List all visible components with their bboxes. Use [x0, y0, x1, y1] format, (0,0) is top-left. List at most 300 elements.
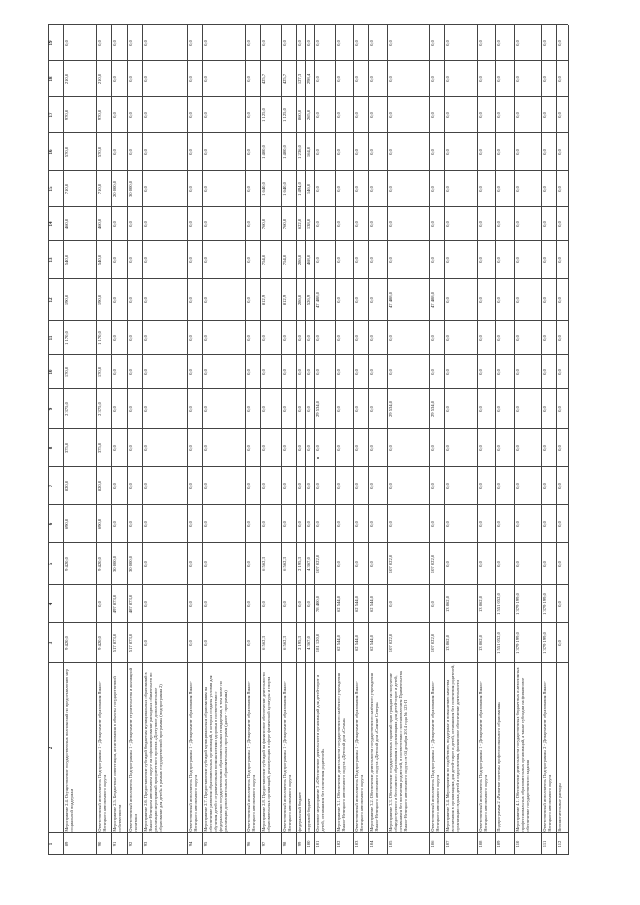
- table-cell: 1 379 199,0: [541, 632, 547, 654]
- table-cell: 0,0: [260, 445, 266, 451]
- table-cell: 0,0: [445, 297, 451, 303]
- table-cell: 0,0: [142, 297, 148, 303]
- table-cell: 0,0: [387, 335, 393, 341]
- table-cell: 690,0: [97, 518, 103, 530]
- column-header: 4: [49, 602, 54, 606]
- table-cell: 0,0: [556, 76, 562, 82]
- table-cell: 0,0: [142, 406, 148, 412]
- row-description: Ответственный исполнитель Подпрограммы 1 - Департамент образования Ямало-Ненецкого автономного округа: [429, 681, 440, 832]
- table-cell: 0,0: [142, 601, 148, 607]
- table-cell: 0,0: [429, 369, 435, 375]
- table-cell: 107 022,0: [315, 554, 321, 574]
- table-cell: 0,0: [514, 521, 520, 527]
- table-cell: 62 544,0: [369, 595, 375, 613]
- row-number: 101: [315, 840, 321, 848]
- table-cell: 0,0: [514, 297, 520, 303]
- table-cell: 760,0: [281, 218, 287, 230]
- table-cell: 0,0: [478, 297, 484, 303]
- table-cell: 0,0: [315, 76, 321, 82]
- table-cell: 0,0: [429, 40, 435, 46]
- table-cell: 0,0: [188, 257, 194, 263]
- column-header: 12: [49, 297, 54, 303]
- table-cell: 0,0: [203, 257, 209, 263]
- table-cell: 0,0: [142, 369, 148, 375]
- row-number: 107: [445, 840, 451, 848]
- table-cell: 0,0: [478, 186, 484, 192]
- table-cell: 0,0: [245, 561, 251, 567]
- row-description: Ответственный исполнитель Подпрограммы 1 - Департамент образования Ямало-Ненецкого автономного округа: [97, 681, 108, 832]
- table-cell: 0,0: [112, 149, 118, 155]
- table-cell: 0,0: [188, 335, 194, 341]
- row-description: Ответственный исполнитель Подпрограммы 1 - Департамент образования Ямало-Ненецкого автономного округа: [281, 681, 292, 832]
- table-cell: 30 000,0: [127, 180, 133, 198]
- table-cell: 127,3: [296, 73, 302, 85]
- table-cell: 0,0: [203, 521, 209, 527]
- row-number: 104: [369, 840, 375, 848]
- table-cell: 0,0: [315, 221, 321, 227]
- row-description: Ответственный исполнитель Подпрограммы 2 - Департамент образования Ямало-Ненецкого автономного округа: [541, 681, 552, 832]
- table-cell: 0,0: [369, 561, 375, 567]
- table-cell: 812,9: [260, 294, 266, 306]
- table-cell: 0,0: [429, 335, 435, 341]
- row-number: 103: [354, 840, 360, 848]
- table-cell: 0,0: [188, 186, 194, 192]
- table-cell: 0,0: [188, 406, 194, 412]
- table-cell: 0,0: [496, 521, 502, 527]
- table-cell: 0,0: [203, 149, 209, 155]
- table-cell: 0,0: [142, 521, 148, 527]
- table-cell: 210,0: [97, 73, 103, 85]
- table-cell: 0,0: [514, 112, 520, 118]
- row-description: Мероприятие 2.8. Предоставление субсидий на финансовое обеспечение деятельности образовательных организаций, реализующих в сфере физической культуры и спорта: [260, 672, 271, 832]
- column-header: 13: [49, 257, 54, 263]
- table-cell: 0,0: [429, 483, 435, 489]
- table-cell: 0,0: [387, 186, 393, 192]
- table-cell: 107 022,0: [429, 633, 435, 653]
- table-cell: 1 551 052,0: [496, 632, 502, 654]
- table-cell: 0,0: [556, 369, 562, 375]
- table-cell: 0,0: [387, 601, 393, 607]
- table-cell: 0,0: [188, 297, 194, 303]
- table-cell: 0,0: [556, 221, 562, 227]
- table-cell: 62 544,0: [354, 595, 360, 613]
- table-cell: 0,0: [336, 369, 342, 375]
- table-cell: 0,0: [429, 221, 435, 227]
- table-cell: 0,0: [429, 76, 435, 82]
- table-cell: 0,0: [496, 445, 502, 451]
- table-cell: 0,0: [496, 149, 502, 155]
- table-cell: 0,0: [429, 186, 435, 192]
- table-cell: 0,0: [203, 76, 209, 82]
- table-cell: 30 000,0: [127, 555, 133, 573]
- row-number: 90: [97, 841, 103, 847]
- table-cell: 0,0: [245, 257, 251, 263]
- table-cell: 13 862,0: [445, 634, 451, 652]
- table-cell: 0,0: [556, 335, 562, 341]
- row-description: Ответственный исполнитель Подпрограммы 1 - Департамент образования Ямало-Ненецкого автономного округа: [245, 681, 256, 832]
- table-cell: 0,0: [305, 521, 311, 527]
- table-cell: 181 120,0: [315, 633, 321, 653]
- table-cell: 0,0: [112, 257, 118, 263]
- table-cell: 0,0: [245, 149, 251, 155]
- table-cell: 0,0: [496, 257, 502, 263]
- table-cell: 0,0: [541, 112, 547, 118]
- table-cell: 0,0: [556, 149, 562, 155]
- table-cell: 1 400,0: [260, 145, 266, 159]
- table-cell: 107 022,0: [429, 554, 435, 574]
- column-header: 2: [49, 746, 54, 750]
- table-cell: 0,0: [354, 369, 360, 375]
- table-cell: 0,0: [336, 40, 342, 46]
- row-line: [568, 25, 569, 855]
- table-cell: 460,0: [97, 218, 103, 230]
- table-cell: 2 195,3: [296, 636, 302, 650]
- table-cell: 1 379 199,0: [541, 593, 547, 615]
- table-cell: 0,0: [245, 369, 251, 375]
- table-cell: 0,0: [369, 257, 375, 263]
- table-cell: 2 375,0: [64, 402, 70, 416]
- table-cell: 0,0: [112, 521, 118, 527]
- table-cell: 0,0: [281, 601, 287, 607]
- table-cell: 0,0: [296, 521, 302, 527]
- table-cell: 0,0: [315, 335, 321, 341]
- table-cell: 540,0: [64, 254, 70, 266]
- table-cell: 970,0: [64, 109, 70, 121]
- table-cell: 62 544,0: [354, 634, 360, 652]
- table-cell: 0,0: [245, 297, 251, 303]
- table-cell: 0,0: [387, 40, 393, 46]
- table-cell: 0,0: [203, 221, 209, 227]
- table-cell: 0,0: [354, 521, 360, 527]
- column-header: 14: [49, 221, 54, 227]
- table-cell: 2 375,0: [97, 402, 103, 416]
- table-cell: 0,0: [315, 521, 321, 527]
- table-cell: 820,0: [64, 480, 70, 492]
- table-cell: 0,0: [478, 76, 484, 82]
- table-cell: 0,0: [336, 483, 342, 489]
- table-cell: [63, 585, 96, 623]
- table-cell: 0,0: [445, 186, 451, 192]
- table-cell: 0,0: [188, 112, 194, 118]
- table-cell: 0,0: [127, 257, 133, 263]
- table-cell: 0,0: [541, 445, 547, 451]
- table-cell: 0,0: [245, 483, 251, 489]
- table-cell: 1 170,0: [97, 331, 103, 345]
- table-cell: 0,0: [315, 257, 321, 263]
- table-cell: 860,0: [296, 109, 302, 121]
- row-description: Мероприятие 3.4. Мероприятия по содействию, поддержке и повышению качества воспитания в организациях для детей-сирот и детей, оставшихся без попечения родителей, организации отдыха детей и оздоровления, финансовое обеспечение деятельности: [445, 664, 461, 832]
- table-cell: 0,0: [188, 640, 194, 646]
- table-cell: 0,0: [556, 406, 562, 412]
- table-cell: 0,0: [478, 112, 484, 118]
- table-cell: 0,0: [445, 76, 451, 82]
- table-cell: 0,0: [260, 406, 266, 412]
- table-cell: 0,0: [478, 406, 484, 412]
- table-cell: 265,0: [305, 109, 311, 121]
- column-header: 10: [49, 369, 54, 375]
- row-number: 106: [429, 840, 435, 848]
- table-cell: 0,0: [245, 186, 251, 192]
- table-cell: 0,0: [296, 483, 302, 489]
- table-cell: 760,0: [260, 218, 266, 230]
- table-cell: 0,0: [142, 561, 148, 567]
- table-cell: 970,0: [97, 109, 103, 121]
- table-cell: 0,0: [127, 221, 133, 227]
- table-cell: 0,0: [445, 40, 451, 46]
- table-cell: 0,0: [336, 257, 342, 263]
- row-description: Мероприятие 3.1. Обеспечение деятельности государственного казённого учреждения Ямало-Ненецкого автономного округа «Детский дом «Семья»: [336, 673, 347, 832]
- table-cell: 0,0: [245, 40, 251, 46]
- table-cell: 0,0: [514, 483, 520, 489]
- table-cell: 0,0: [315, 186, 321, 192]
- table-cell: 425,7: [281, 73, 287, 85]
- table-cell: 0,0: [556, 483, 562, 489]
- table-cell: 0,0: [296, 335, 302, 341]
- column-header: 9: [49, 407, 54, 411]
- table-cell: 0,0: [496, 186, 502, 192]
- table-cell: 0,0: [305, 601, 311, 607]
- table-cell: 0,0: [541, 335, 547, 341]
- document-page: [48, 25, 568, 855]
- table-cell: 286,0: [296, 294, 302, 306]
- table-cell: 0,0: [369, 406, 375, 412]
- table-cell: 0,0: [203, 561, 209, 567]
- table-cell: 6 562,3: [260, 636, 266, 650]
- column-header: 18: [49, 76, 54, 82]
- table-cell: 0,0: [336, 297, 342, 303]
- table-cell: 0,0: [429, 257, 435, 263]
- table-cell: 754,0: [281, 254, 287, 266]
- table-cell: 1 379 199,0: [514, 632, 520, 654]
- table-cell: 0,0: [315, 112, 321, 118]
- table-cell: 0,0: [369, 149, 375, 155]
- table-cell: 0,0: [541, 561, 547, 567]
- table-cell: 0,0: [142, 76, 148, 82]
- table-cell: 0,0: [387, 257, 393, 263]
- table-cell: 0,0: [496, 483, 502, 489]
- table-cell: 0,0: [541, 521, 547, 527]
- table-cell: 0,0: [336, 335, 342, 341]
- table-cell: 0,0: [281, 445, 287, 451]
- table-cell: 0,0: [514, 257, 520, 263]
- table-cell: 0,0: [142, 186, 148, 192]
- table-cell: 0,0: [496, 76, 502, 82]
- table-cell: 1 640,0: [260, 182, 266, 196]
- table-cell: 0,0: [514, 149, 520, 155]
- table-cell: 0,0: [188, 221, 194, 227]
- table-cell: 0,0: [496, 112, 502, 118]
- table-cell: 0,0: [478, 335, 484, 341]
- table-cell: 0,0: [127, 40, 133, 46]
- table-cell: 690,0: [64, 518, 70, 530]
- table-cell: 0,0: [496, 369, 502, 375]
- table-cell: 0,0: [354, 40, 360, 46]
- table-cell: 1 551 052,0: [496, 593, 502, 615]
- table-cell: 540,0: [97, 254, 103, 266]
- table-cell: 29 534,0: [387, 400, 393, 418]
- table-cell: 0,0: [514, 369, 520, 375]
- scan-speck: [317, 457, 319, 459]
- budget-table: [48, 25, 568, 855]
- table-cell: 29 534,0: [315, 400, 321, 418]
- table-cell: 0,0: [496, 221, 502, 227]
- table-cell: 0,0: [429, 149, 435, 155]
- row-number: 94: [188, 841, 194, 847]
- table-cell: 0,0: [369, 445, 375, 451]
- table-cell: 754,0: [260, 254, 266, 266]
- table-cell: 0,0: [112, 76, 118, 82]
- row-description: Мероприятие 2.7. Предоставление субсидий муниципальным образованиям на обеспечение развития образовательных организаций, в которых созданы условия для обучения детей с ограниченными возможностями здоровья в соответствии с федеральными государственными образовательными стандартами, в том числе по реализации дополнительных образовательных программ (далее - программа): [203, 675, 229, 832]
- column-header: 16: [49, 149, 54, 155]
- table-cell: 0,0: [354, 257, 360, 263]
- table-cell: 298,4: [305, 73, 311, 85]
- row-number: 95: [203, 841, 209, 847]
- row-number: 100: [305, 840, 311, 848]
- table-cell: 0,0: [336, 221, 342, 227]
- table-cell: 0,0: [354, 297, 360, 303]
- table-cell: 0,0: [496, 40, 502, 46]
- table-cell: 164,0: [305, 146, 311, 158]
- table-cell: 0,0: [369, 297, 375, 303]
- table-cell: 1 379 199,0: [514, 593, 520, 615]
- table-cell: 1 236,0: [296, 145, 302, 159]
- table-cell: 62 544,0: [336, 595, 342, 613]
- table-cell: 0,0: [260, 369, 266, 375]
- table-cell: 0,0: [142, 335, 148, 341]
- row-number: 102: [336, 840, 342, 848]
- table-cell: 0,0: [541, 76, 547, 82]
- table-cell: 0,0: [445, 369, 451, 375]
- table-cell: 0,0: [354, 186, 360, 192]
- row-number: 93: [142, 841, 148, 847]
- table-cell: 0,0: [203, 335, 209, 341]
- table-cell: 0,0: [305, 406, 311, 412]
- table-cell: 9 420,0: [64, 636, 70, 650]
- table-cell: 0,0: [514, 561, 520, 567]
- table-cell: 0,0: [281, 40, 287, 46]
- table-cell: 1 170,0: [64, 331, 70, 345]
- table-cell: 0,0: [127, 112, 133, 118]
- table-cell: 0,0: [478, 40, 484, 46]
- table-cell: 0,0: [281, 335, 287, 341]
- table-cell: 0,0: [369, 221, 375, 227]
- row-description: федеральный бюджет: [296, 792, 302, 832]
- table-cell: 0,0: [541, 149, 547, 155]
- row-description: окружной бюджет: [305, 798, 311, 832]
- table-cell: 1 400,0: [281, 145, 287, 159]
- table-cell: 0,0: [541, 406, 547, 412]
- table-cell: 0,0: [354, 406, 360, 412]
- column-header: 15: [49, 186, 54, 192]
- table-cell: 30 000,0: [112, 555, 118, 573]
- table-cell: 1 640,0: [281, 182, 287, 196]
- table-cell: 517 873,0: [127, 633, 133, 653]
- table-cell: 0,0: [336, 406, 342, 412]
- table-cell: 0,0: [478, 257, 484, 263]
- table-cell: 0,0: [296, 40, 302, 46]
- table-cell: 0,0: [369, 483, 375, 489]
- table-cell: 0,0: [142, 445, 148, 451]
- row-number: 111: [541, 840, 547, 848]
- table-cell: 0,0: [245, 112, 251, 118]
- table-cell: 0,0: [188, 601, 194, 607]
- table-cell: 0,0: [478, 561, 484, 567]
- table-cell: 62 544,0: [336, 634, 342, 652]
- table-cell: 0,0: [260, 335, 266, 341]
- row-description: Мероприятие 2.6. Предоставление субсидий бюджетам муниципальных образований в Ямало-Ненецком автономном округе на софинансирование расходных обязательств по реализации мероприятий приоритетного проекта «Доступное дополнительное образование для детей» в рамках государственной программы (подпрограмма 2): [142, 672, 163, 832]
- table-cell: 0,0: [445, 221, 451, 227]
- column-header: 3: [49, 641, 54, 645]
- table-cell: 0,0: [369, 112, 375, 118]
- row-description: Вспомогательные расходы: [556, 782, 562, 832]
- table-cell: 0,0: [260, 483, 266, 489]
- table-cell: 0,0: [541, 297, 547, 303]
- table-cell: 6 562,3: [260, 557, 266, 571]
- table-cell: 0,0: [142, 112, 148, 118]
- table-cell: 425,7: [260, 73, 266, 85]
- table-cell: 0,0: [203, 369, 209, 375]
- table-cell: 0,0: [387, 76, 393, 82]
- row-description: Мероприятие 3.2. Обеспечение деятельности государственного казённого учреждения Ямало-Ненецкого автономного округа «Детский дом «Сияние Севера»: [369, 673, 380, 832]
- table-cell: 47 488,0: [387, 291, 393, 309]
- table-cell: 0,0: [354, 76, 360, 82]
- table-cell: 4 367,0: [305, 557, 311, 571]
- table-cell: 0,0: [541, 369, 547, 375]
- table-cell: 0,0: [281, 483, 287, 489]
- table-cell: 0,0: [387, 149, 393, 155]
- table-cell: 0,0: [142, 483, 148, 489]
- table-cell: 89: [64, 841, 70, 847]
- column-header: 19: [49, 40, 54, 46]
- row-number: 92: [127, 841, 133, 847]
- table-cell: 0,0: [127, 483, 133, 489]
- table-cell: 1 494,0: [296, 182, 302, 196]
- table-cell: 0,0: [387, 483, 393, 489]
- table-cell: 0,0: [514, 186, 520, 192]
- table-cell: 0,0: [305, 445, 311, 451]
- table-cell: 0,0: [496, 561, 502, 567]
- table-cell: 0,0: [97, 601, 103, 607]
- table-cell: 0,0: [429, 521, 435, 527]
- table-cell: 0,0: [188, 40, 194, 46]
- table-cell: 0,0: [369, 40, 375, 46]
- table-cell: 0,0: [245, 221, 251, 227]
- table-cell: 0,0: [127, 406, 133, 412]
- table-cell: 0,0: [445, 445, 451, 451]
- table-cell: 0,0: [245, 521, 251, 527]
- table-cell: 0,0: [496, 406, 502, 412]
- table-cell: 0,0: [188, 561, 194, 567]
- row-description: Ответственный исполнитель Подпрограммы 1 - Департамент образования Ямало-Ненецкого автономного округа: [188, 681, 199, 832]
- table-cell: 622,0: [296, 218, 302, 230]
- table-cell: 0,0: [336, 149, 342, 155]
- table-cell: 710,0: [64, 183, 70, 195]
- table-cell: 0,0: [336, 76, 342, 82]
- row-description: Ответственный исполнитель Подпрограммы 1 - Департамент образования Ямало-Ненецкого автономного округа: [478, 681, 489, 832]
- row-number: 109: [496, 840, 502, 848]
- table-cell: 0,0: [203, 406, 209, 412]
- table-cell: 0,0: [445, 149, 451, 155]
- table-cell: 0,0: [336, 521, 342, 527]
- table-cell: 0,0: [541, 257, 547, 263]
- row-number: 110: [514, 840, 520, 848]
- table-cell: 0,0: [64, 40, 70, 46]
- table-cell: 0,0: [127, 335, 133, 341]
- table-cell: 0,0: [188, 149, 194, 155]
- table-cell: 0,0: [315, 40, 321, 46]
- table-cell: 1 125,0: [260, 108, 266, 122]
- table-cell: 0,0: [127, 297, 133, 303]
